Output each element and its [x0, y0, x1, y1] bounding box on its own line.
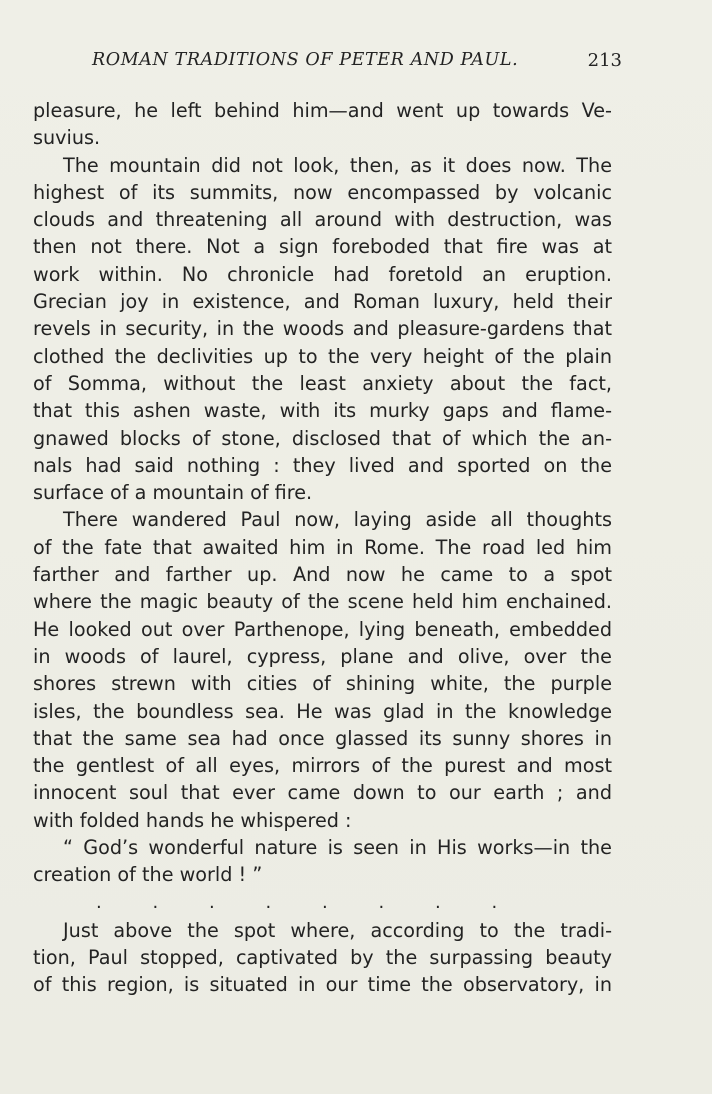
running-title: ROMAN TRADITIONS OF PETER AND PAUL.	[92, 50, 519, 70]
text-line: tion, Paul stopped, captivated by the surpassing beauty	[33, 945, 612, 969]
text-line: work within. No chronicle had foretold an eruption.	[33, 262, 612, 286]
text-line: surface of a mountain of fire.	[33, 481, 313, 505]
text-line: farther and farther up. And now he came to a spot	[33, 563, 612, 587]
separator-dot: .	[152, 891, 159, 913]
text-line: Grecian joy in existence, and Roman luxury, held their	[33, 290, 612, 314]
text-line: clothed the declivities up to the very height of the plain	[33, 344, 612, 368]
running-header	[92, 50, 622, 80]
paragraph-start-line: There wandered Paul now, laying aside all thoughts	[63, 508, 612, 532]
text-line: of this region, is situated in our time the observatory, in	[33, 973, 612, 997]
text-line: revels in security, in the woods and pleasure-gardens that	[33, 317, 612, 341]
page-number: 213	[587, 50, 622, 71]
text-line: He looked out over Parthenope, lying beneath, embedded	[33, 617, 612, 641]
text-line: nals had said nothing : they lived and sported on the	[33, 453, 612, 477]
text-line: shores strewn with cities of shining white, the purple	[33, 672, 612, 696]
quote-line: creation of the world ! ”	[33, 863, 263, 887]
body-text	[33, 97, 612, 999]
separator-dot: .	[378, 891, 385, 913]
quote-line: “ God’s wonderful nature is seen in His works—in the	[63, 836, 612, 860]
separator-dot: .	[435, 891, 441, 913]
paragraph-start-line: The mountain did not look, then, as it does now. The	[63, 153, 612, 177]
separator-dot: .	[265, 891, 272, 913]
separator-dot: .	[322, 891, 328, 913]
text-line: suvius.	[33, 126, 101, 150]
paragraph-start-line: Just above the spot where, according to the tradi-	[63, 918, 612, 942]
section-separator	[33, 893, 612, 913]
separator-dot: .	[96, 891, 102, 913]
text-line: in woods of laurel, cypress, plane and olive, over the	[33, 644, 612, 668]
text-line: with folded hands he whispered :	[33, 808, 352, 832]
text-line: of the fate that awaited him in Rome. The road led him	[33, 535, 612, 559]
text-line: clouds and threatening all around with destruction, was	[33, 208, 612, 232]
text-line: of Somma, without the least anxiety about the fact,	[33, 371, 612, 395]
text-line: innocent soul that ever came down to our earth ; and	[33, 781, 612, 805]
separator-dot: .	[491, 891, 498, 913]
text-line: that this ashen waste, with its murky gaps and flame-	[33, 399, 612, 423]
text-line: isles, the boundless sea. He was glad in the knowledge	[33, 699, 612, 723]
text-line: gnawed blocks of stone, disclosed that of which the an-	[33, 426, 612, 450]
text-line: that the same sea had once glassed its sunny shores in	[33, 726, 612, 750]
text-line: where the magic beauty of the scene held him enchained.	[33, 590, 612, 614]
text-line: the gentlest of all eyes, mirrors of the purest and most	[33, 754, 612, 778]
separator-dot: .	[209, 891, 215, 913]
text-line: then not there. Not a sign foreboded that fire was at	[33, 235, 612, 259]
text-line: highest of its summits, now encompassed by volcanic	[33, 180, 612, 204]
text-line: pleasure, he left behind him—and went up towards Ve-	[33, 99, 612, 122]
